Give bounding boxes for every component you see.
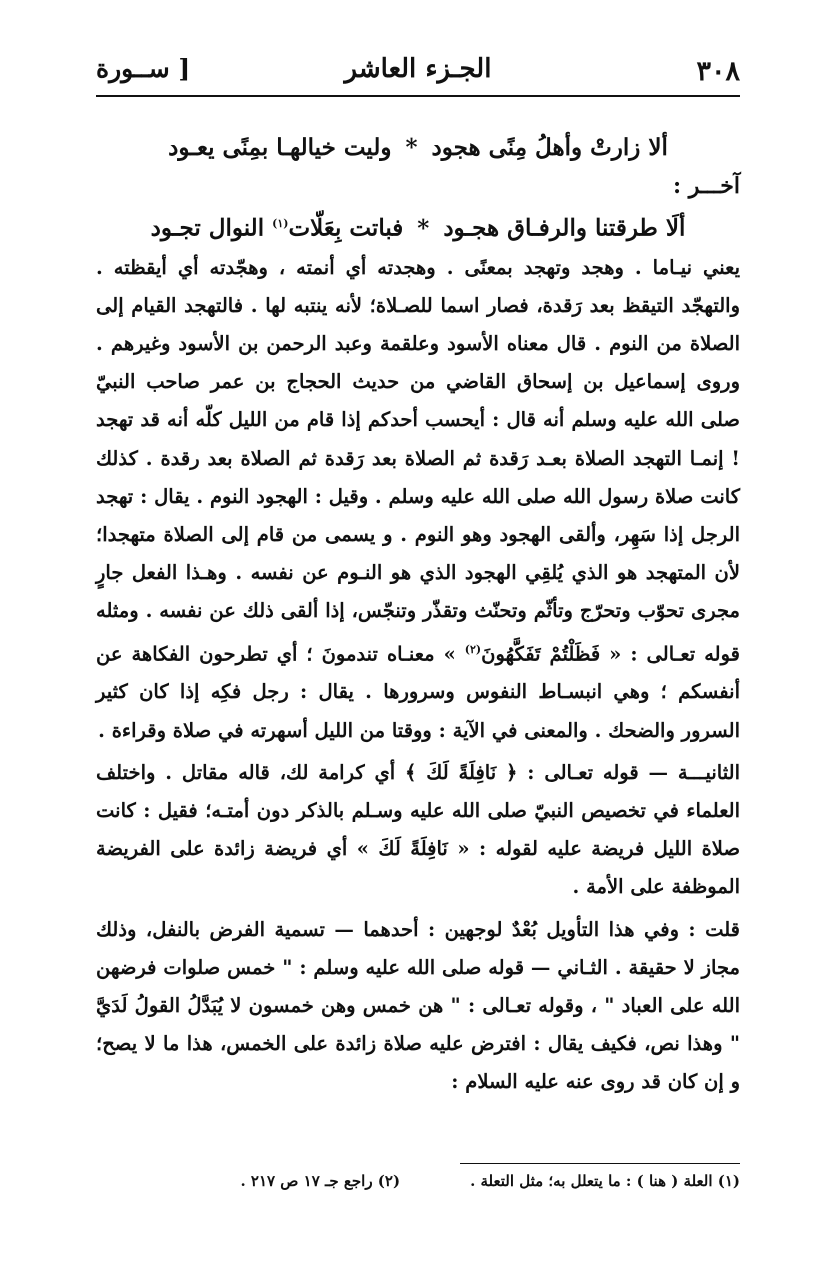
running-title: الجـزء العاشر xyxy=(344,54,492,84)
verse-2-first-hemistich: ألَا طرقتنا والرفـاق هجـود xyxy=(443,214,686,242)
footnote-reference-1[interactable]: (١) xyxy=(272,217,289,230)
footnotes xyxy=(96,1172,740,1190)
verse-2-second-hemistich-a: فباتت بِعَلّات xyxy=(288,214,404,242)
page-header xyxy=(96,52,740,92)
footnote-reference-2[interactable]: (٢) xyxy=(464,642,482,656)
page-number: ٣٠٨ xyxy=(696,56,740,87)
verse-separator-star: * xyxy=(405,134,418,161)
verse-2-second-hemistich-b: النوال تجـود xyxy=(150,214,265,242)
paragraph-1-tail: » معنـاه تندمونَ ؛ أي تطرحون الفكاهة عن أنفسكم ؛ وهي انبسـاط النفوس وسرورها . يقال : رجل فكِه إذا كان كثير السرور والضحك . والمعنى في الآية : ووقتا من الليل أسهرته في صلاة وقراءة . xyxy=(96,642,740,742)
paragraph-3: قلت : وفي هذا التأويل بُعْدٌ لوجهين : أحدهما — تسمية الفرض بالنفل، وذلك مجاز لا حقيقة . الثـاني — قوله صلى الله عليه وسلم : " خمس صلوات فرضهن الله على العباد " ، وقوله تعـالى : " هن خمس وهن خمسون لا يُبَدَّلُ القولُ لَدَيَّ " وهذا نص، فكيف يقال : افترض عليه صلاة زائدة على الخمس، هذا ما لا يصح؛ و إن كان قد روى عنه عليه السلام : xyxy=(96,917,740,1094)
paragraph-1 xyxy=(96,249,740,750)
paragraph-1-text: يعني نيـاما . وهجد وتهجد بمعنًى . وهجدته أي أنمته ، وهجّدته أي أيقظته . والتهجّد التيقظ بعد رَقدة، فصار اسما للصـلاة؛ لأنه ينتبه لها . فالتهجد القيام إلى الصلاة من النوم . قال معناه الأسود وعلقمة وعبد الرحمن بن الأسود وغيرهم . وروى إسماعيل بن إسحاق القاضي من حديث الحجاج بن عمر صاحب النبيّ صلى الله عليه وسلم أنه قال : أيحسب أحدكم إذا قام من الليل كلّه أنه قد تهجد ! إنمـا التهجد الصلاة بعـد رَقدة ثم الصلاة بعد رَقدة ثم الصلاة بعد رقدة . كذلك كانت صلاة رسول الله صلى الله عليه وسلم . وقيل : الهجود النوم . يقال : تهجد الرجل إذا سَهِر، وألقى الهجود وهو النوم . و يسمى من قام إلى الصلاة متهجدا؛ لأن المتهجد هو الذي يُلقِي الهجود الذي هو النـوم عن نفسه . وهـذا الفعل جارٍ مجرى تحوّب وتحرّج وتأثّم وتحنّث وتقذّر وتنجّس، إذا ألقى ذلك عن نفسه . ومثله قوله تعـالى : « فَظَلْتُمْ تَفَكَّهُونَ xyxy=(96,255,740,666)
poetry-verse-1 xyxy=(96,128,740,168)
footnote-1: (١) العلة ( هنا ) : ما يتعلل به؛ مثل التعلة . xyxy=(470,1172,740,1190)
another-poet-label: آخـــر : xyxy=(673,173,740,199)
header-divider xyxy=(96,95,740,97)
footnote-divider xyxy=(460,1163,740,1164)
page-body xyxy=(96,128,740,1102)
verse-1-first-hemistich: ألا زارتْ وأهلُ مِنًى هجود xyxy=(431,134,668,161)
footnote-2: (٢) راجع جـ ١٧ ص ٢١٧ . xyxy=(240,1172,401,1190)
paragraph-2: الثانيـــة — قوله تعـالى : ﴿ نَافِلَةً لَكَ ﴾ أي كرامة لك، قاله مقاتل . واختلف العلماء في تخصيص النبيّ صلى الله عليه وسـلم بالذكر دون أمتـه؛ فقيل : كانت صلاة الليل فريضة عليه لقوله : « نَافِلَةً لَكَ » أي فريضة زائدة على الفريضة الموظفة على الأمة . xyxy=(96,760,740,899)
poetry-verse-2 xyxy=(96,204,740,249)
verse-separator-star: * xyxy=(417,214,430,242)
surah-label: [ ســورة xyxy=(96,54,191,83)
verse-1-second-hemistich: وليت خيالهـا بمِنًى يعـود xyxy=(168,134,392,161)
